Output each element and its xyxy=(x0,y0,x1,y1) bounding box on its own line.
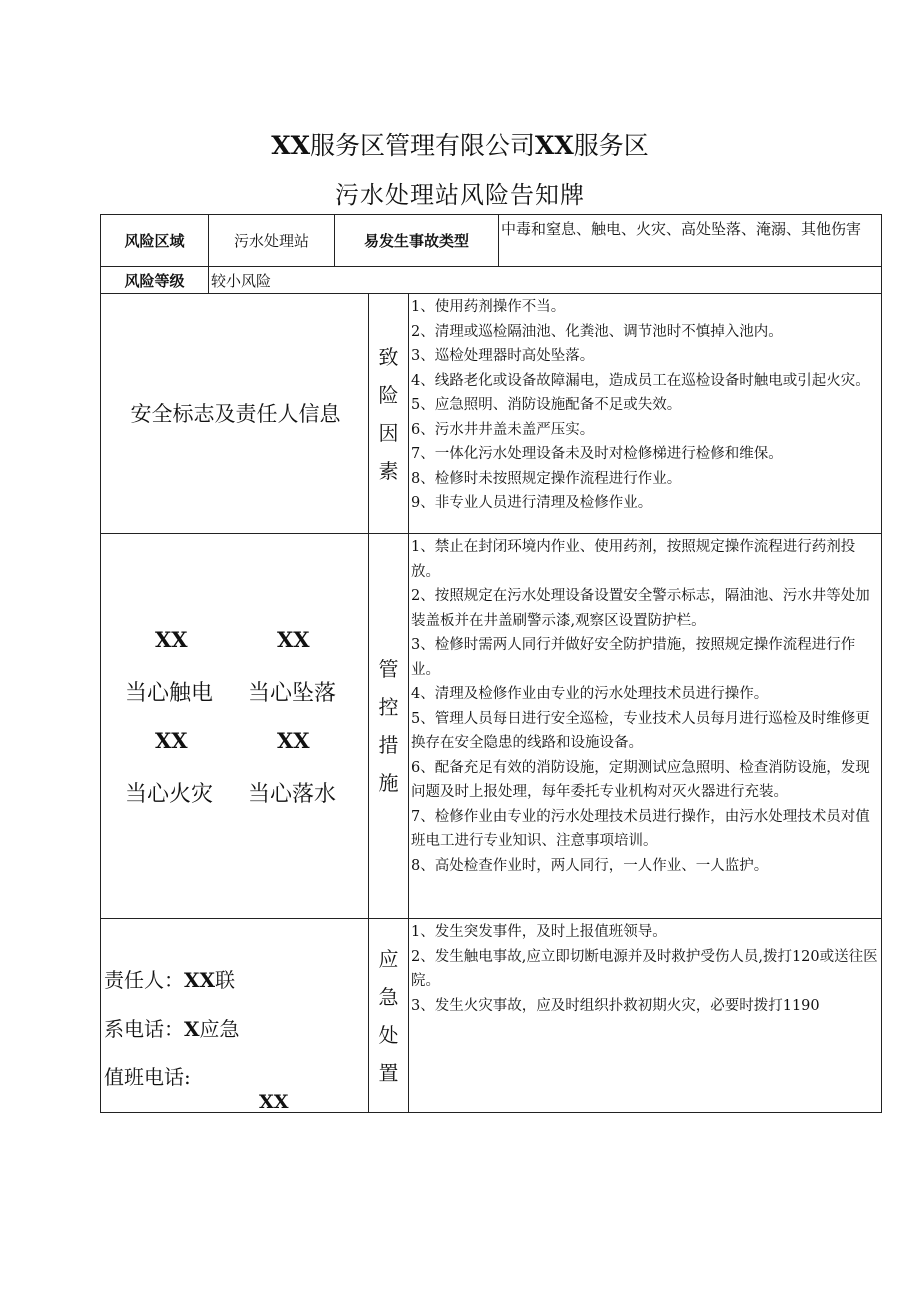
emergency-label-char: 急 xyxy=(378,984,399,1009)
risk-factor-item: 8、检修时未按照规定操作流程进行作业。 xyxy=(411,470,682,487)
sign-fire-text: 当心火灾 xyxy=(125,782,214,807)
accident-type-label: 易发生事故类型 xyxy=(334,214,499,267)
control-item: 8、高处检查作业时，两人同行，一人作业、一人监护。 xyxy=(411,857,769,874)
contact-phone-value: X xyxy=(184,1017,200,1041)
contact-person-name: XX xyxy=(184,968,216,992)
emergency-item: 3、发生火灾事故，应及时组织扑救初期火灾，必要时拨打1190 xyxy=(411,997,820,1014)
title-company-code-1: XX xyxy=(271,131,310,160)
contact-person-label: 责任人： xyxy=(104,968,184,992)
warning-signs-cell xyxy=(100,533,369,919)
control-label-char: 施 xyxy=(378,771,399,795)
risk-level-value: 较小风险 xyxy=(208,266,882,294)
control-item: 6、配备充足有效的消防设施，定期测试应急照明、检查消防设施，发现问题及时上报处理，每年委托专业机构对灭火器进行充装。 xyxy=(411,759,870,800)
contact-line-2-suffix: 应急 xyxy=(199,1017,240,1041)
risk-factors-label-char: 素 xyxy=(378,458,399,483)
emergency-label xyxy=(368,918,409,1113)
risk-factors-list xyxy=(408,293,882,534)
accident-type-value: 中毒和窒息、触电、火灾、高处坠落、淹溺、其他伤害 xyxy=(498,214,882,267)
contact-line-1 xyxy=(104,964,235,993)
risk-factor-item: 6、污水井井盖未盖严压实。 xyxy=(411,421,595,438)
risk-factors-label-char: 因 xyxy=(378,420,399,445)
risk-area-value: 污水处理站 xyxy=(208,214,335,267)
emergency-label-char: 处 xyxy=(378,1022,399,1047)
risk-factor-item: 7、一体化污水处理设备未及时对检修梯进行检修和维保。 xyxy=(411,446,783,462)
control-measures-list xyxy=(408,533,882,919)
risk-factors-label-char: 险 xyxy=(378,382,399,407)
risk-level-label: 风险等级 xyxy=(100,266,209,294)
control-item: 1、禁止在封闭环境内作业、使用药剂，按照规定操作流程进行药剂投放。 xyxy=(411,539,856,580)
risk-factors-label xyxy=(368,293,409,534)
control-label-char: 管 xyxy=(378,657,399,681)
risk-factor-item: 3、巡检处理器时高处坠落。 xyxy=(411,348,595,364)
sign-water-code: XX xyxy=(277,728,310,753)
control-item: 5、管理人员每日进行安全巡检，专业技术人员每月进行巡检及时维修更换存在安全隐患的线路和设施设备。 xyxy=(411,710,870,751)
emergency-label-char: 应 xyxy=(378,946,399,971)
control-item: 7、检修作业由专业的污水处理技术员进行操作，由污水处理技术员对值班电工进行专业知识、注意事项培训。 xyxy=(411,808,870,849)
control-label-char: 控 xyxy=(378,695,399,719)
duty-phone-value: XX xyxy=(259,1091,289,1113)
title-company-code-2: XX xyxy=(535,131,574,160)
control-label-char: 措 xyxy=(378,733,399,757)
sign-electric-code: XX xyxy=(155,627,188,652)
risk-factor-item: 4、线路老化或设备故障漏电，造成员工在巡检设备时触电或引起火灾。 xyxy=(411,372,870,389)
risk-factor-item: 9、非专业人员进行清理及检修作业。 xyxy=(411,495,653,511)
page-title-line1 xyxy=(0,126,920,162)
contact-cell xyxy=(100,918,369,1113)
emergency-item: 2、发生触电事故,应立即切断电源并及时救护受伤人员,拨打120或送往医院。 xyxy=(411,948,878,989)
risk-notice-table xyxy=(100,214,882,1113)
safety-info-cell xyxy=(100,293,369,534)
contact-phone-label: 系电话： xyxy=(104,1017,184,1041)
control-item: 3、检修时需两人同行并做好安全防护措施，按照规定操作流程进行作业。 xyxy=(411,637,856,678)
risk-factor-item: 5、应急照明、消防设施配备不足或失效。 xyxy=(411,397,682,413)
control-item: 2、按照规定在污水处理设备设置安全警示标志，隔油池、污水井等处加装盖板并在井盖刷警示漆,观察区设置防护栏。 xyxy=(411,588,870,629)
control-item: 4、清理及检修作业由专业的污水处理技术员进行操作。 xyxy=(411,686,769,702)
page-title-line2: 污水处理站风险告知牌 xyxy=(335,181,585,209)
risk-area-label: 风险区域 xyxy=(100,214,209,267)
sign-fire-code: XX xyxy=(155,728,188,753)
emergency-list xyxy=(408,918,882,1113)
duty-phone-label: 值班电话: xyxy=(104,1065,191,1089)
risk-factor-item: 1、使用药剂操作不当。 xyxy=(411,299,566,315)
safety-info-label: 安全标志及责任人信息 xyxy=(130,402,341,426)
sign-electric-text: 当心触电 xyxy=(125,681,214,706)
title-company-name: 服务区管理有限公司 xyxy=(309,131,535,160)
contact-line-1-suffix: 联 xyxy=(215,968,236,992)
emergency-label-char: 置 xyxy=(378,1060,399,1085)
risk-factor-item: 2、清理或巡检隔油池、化粪池、调节池时不慎掉入池内。 xyxy=(411,323,783,340)
title-service-area: 服务区 xyxy=(573,131,649,160)
sign-water-text: 当心落水 xyxy=(248,782,337,807)
sign-fall-text: 当心坠落 xyxy=(248,681,337,706)
emergency-item: 1、发生突发事件，及时上报值班领导。 xyxy=(411,924,667,940)
control-measures-label xyxy=(368,533,409,919)
contact-line-2 xyxy=(104,1013,240,1042)
sign-fall-code: XX xyxy=(277,627,310,652)
risk-factors-label-char: 致 xyxy=(378,344,399,369)
